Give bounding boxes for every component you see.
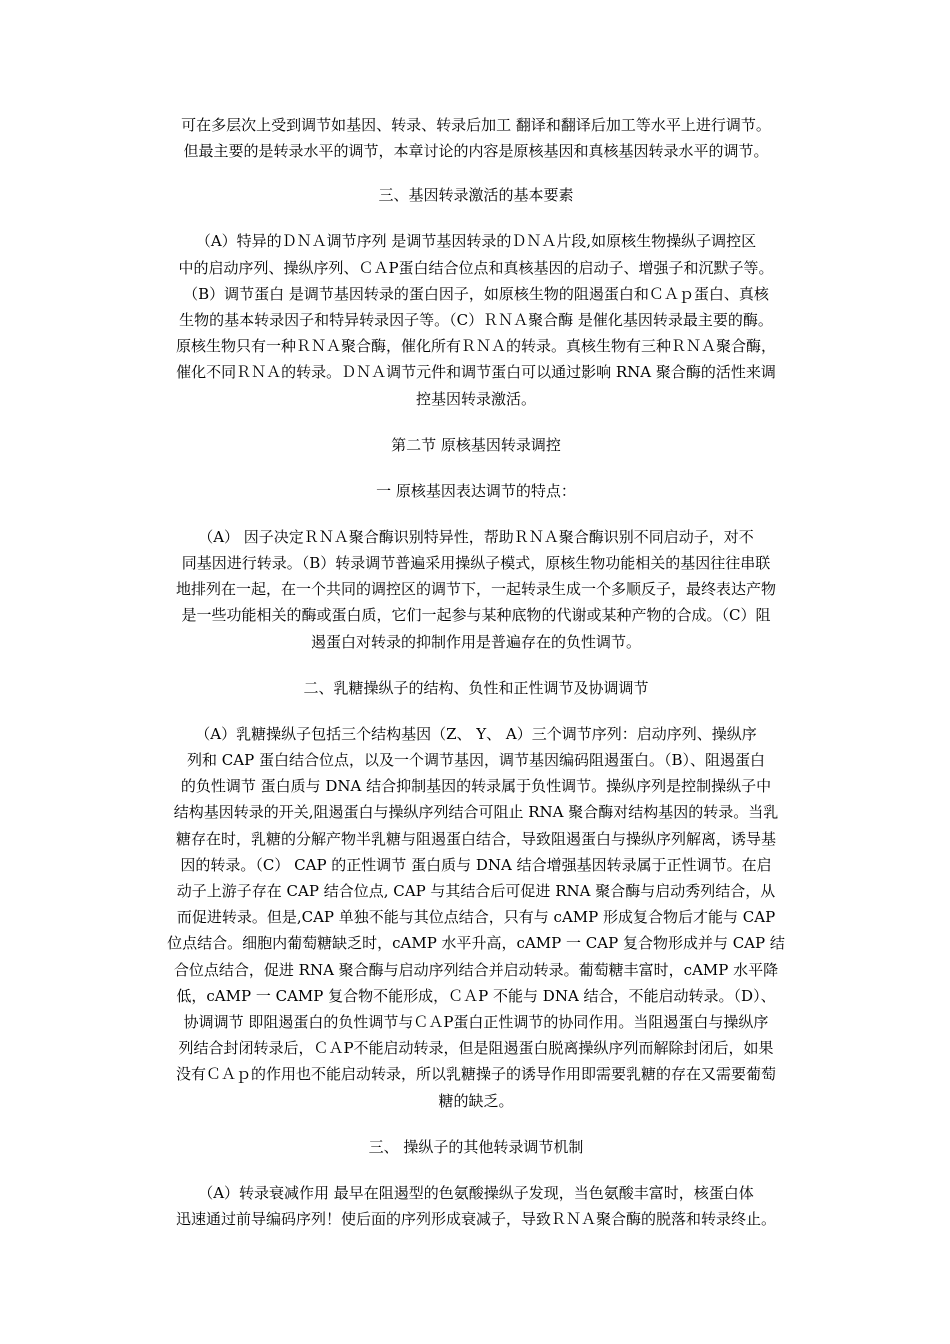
section3-paragraph: （A）特异的ＤＮＡ调节序列 是调节基因转录的ＤＮＡ片段,如原核生物操纵子调控区 中的启动序列、操纵序列、ＣＡP蛋白结合位点和真核基因的启动子、增强子和沉默子等。 （B）调节蛋白 是调节基因转录的蛋白因子，如原核生物的阻遏蛋白和ＣＡｐ蛋白、真核 生物的基本转录因子和特异转录因子等。（C）ＲＮＡ聚合酶 是催化基因转录最主要的酶。 原核生物只有一种ＲＮＡ聚合酶，催化所有ＲＮＡ的转录。真核生物有三种ＲＮＡ聚合酶， 催化不同ＲＮＡ的转录。ＤＮＡ调节元件和调节蛋白可以通过影响 RNA 聚合酶的活性来调 控基因转录激活。 [175, 232, 776, 408]
section3-heading: 三、基因转录激活的基本要素 [378, 186, 574, 205]
part1-heading: 一 原核基因表达调节的特点： [376, 481, 576, 500]
part3-heading: 三、 操纵子的其他转录调节机制 [368, 1137, 584, 1156]
spacer [142, 1114, 810, 1134]
spacer [142, 655, 810, 675]
spacer [142, 504, 810, 524]
spacer [142, 701, 810, 721]
part2-heading: 二、乳糖操纵子的结构、负性和正性调节及协调调节 [303, 678, 649, 697]
chapter2-heading: 第二节 原核基因转录调控 [391, 435, 561, 454]
spacer [142, 1160, 810, 1180]
part1-paragraph: （A） 因子决定ＲＮＡ聚合酶识别特异性，帮助ＲＮＡ聚合酶识别不同启动子，对不 同基因进行转录。（B）转录调节普遍采用操纵子模式，原核生物功能相关的基因往往串联 地排列在一起，在一个共同的调控区的调节下，一起转录生成一个多顺反子，最终表达产物 是一些功能相关的酶或蛋白质，它们一起参与某种底物的代谢或某种产物的合成。（C）阻 遏蛋白对转录的抑制作用是普遍存在的负性调节。 [175, 527, 776, 651]
spacer [142, 458, 810, 478]
part3-paragraph: （A）转录衰减作用 最早在阻遏型的色氨酸操纵子发现，当色氨酸丰富时，核蛋白体 迅速通过前导编码序列！使后面的序列形成衰减子，导致ＲＮＡ聚合酶的脱落和转录终止。 [175, 1183, 776, 1229]
spacer [142, 412, 810, 432]
part2-paragraph: （A）乳糖操纵子包括三个结构基因（Z、 Y、 A）三个调节序列：启动序列、操纵序 列和 CAP 蛋白结合位点，以及一个调节基因，调节基因编码阻遏蛋白。（B）、阻遏蛋白 的负性调节 蛋白质与 DNA 结合抑制基因的转录属于负性调节。操纵序列是控制操纵子中 结构基因转录的开关,阻遏蛋白与操纵序列结合可阻止 RNA 聚合酶对结构基因的转录。当乳 糖存在时，乳糖的分解产物半乳糖与阻遏蛋白结合，导致阻遏蛋白与操纵序列解离，诱导基 因的转录。（C） CAP 的正性调节 蛋白质与 DNA 结合增强基因转录属于正性调节。在启 动子上游子存在 CAP 结合位点, CAP 与其结合后可促进 RNA 聚合酶与启动秀列结合，从 而促进转录。但是,CAP 单独不能与其位点结合，只有与 cAMP 形成复合物后才能与 CAP 位点结合。细胞内葡萄糖缺乏时，cAMP 水平升高，cAMP 一 CAP 复合物形成并与 CAP 结 合位点结合，促进 RNA 聚合酶与启动序列结合并启动转录。葡萄糖丰富时，cAMP 水平降 低，cAMP 一 CAMP 复合物不能形成，ＣＡP 不能与 DNA 结合，不能启动转录。（D）、 协调调节 即阻遏蛋白的负性调节与ＣＡP蛋白正性调节的协同作用。当阻遏蛋白与操纵序 列结合封闭转录后，ＣＡP不能启动转录，但是阻遏蛋白脱离操纵序列而解除封闭后，如果 没有ＣＡｐ的作用也不能启动转录，所以乳糖操子的诱导作用即需要乳糖的存在又需要葡萄 糖的缺乏。 [167, 724, 785, 1110]
document-page [142, 112, 810, 1232]
spacer [142, 208, 810, 228]
intro-paragraph: 可在多层次上受到调节如基因、转录、转录后加工 翻译和翻译后加工等水平上进行调节。 但最主要的是转录水平的调节，本章讨论的内容是原核基因和真核基因转录水平的调节。 [181, 116, 771, 161]
spacer [142, 164, 810, 182]
